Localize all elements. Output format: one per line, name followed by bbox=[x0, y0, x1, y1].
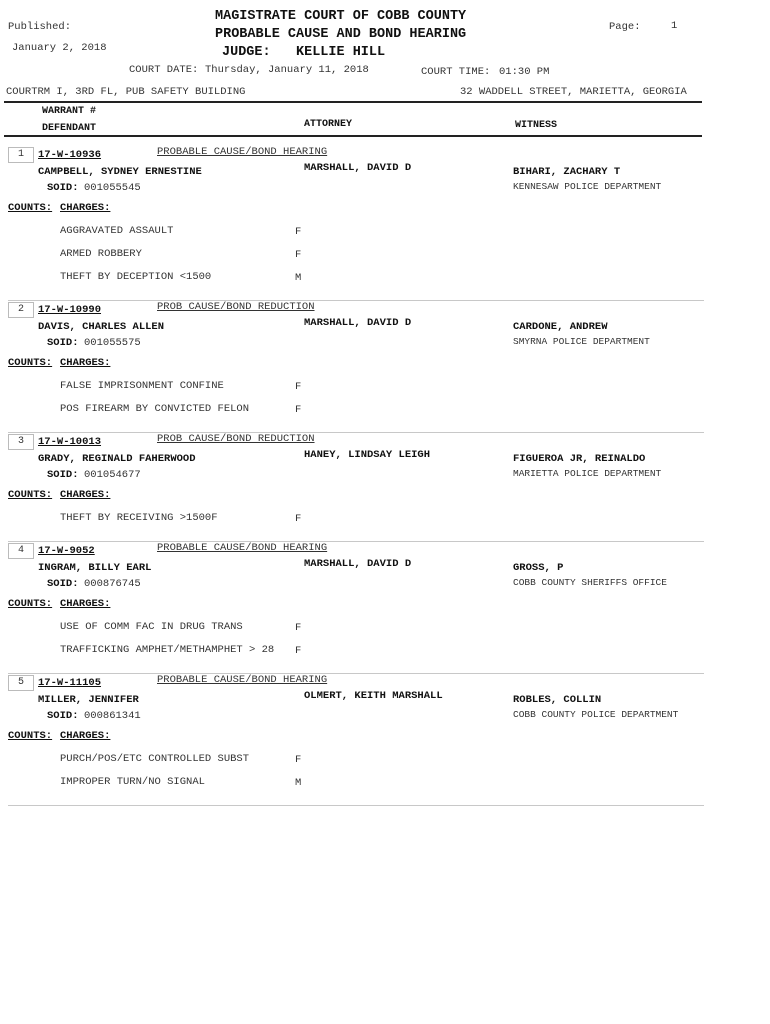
soid-value: 000861341 bbox=[84, 710, 141, 722]
court-date: Thursday, January 11, 2018 bbox=[205, 64, 369, 76]
soid-label: SOID: bbox=[47, 469, 79, 481]
warrant-number: 17-W-10013 bbox=[38, 436, 102, 448]
witness-agency: COBB COUNTY POLICE DEPARTMENT bbox=[513, 709, 679, 720]
charge-type: F bbox=[295, 226, 302, 238]
defendant-name: DAVIS, CHARLES ALLEN bbox=[38, 321, 165, 333]
charge-desc: FALSE IMPRISONMENT CONFINE bbox=[60, 380, 224, 392]
case-number: 5 bbox=[8, 675, 34, 691]
charges-label: CHARGES: bbox=[60, 357, 111, 369]
page-number: 1 bbox=[671, 20, 678, 32]
column-warrant: WARRANT # bbox=[42, 106, 97, 117]
hearing-type: PROB CAUSE/BOND REDUCTION bbox=[157, 301, 315, 313]
column-witness: WITNESS bbox=[515, 120, 558, 131]
page-subtitle: PROBABLE CAUSE AND BOND HEARING bbox=[215, 27, 467, 42]
soid-value: 001055545 bbox=[84, 182, 141, 194]
witness-agency: MARIETTA POLICE DEPARTMENT bbox=[513, 468, 662, 479]
witness-agency: KENNESAW POLICE DEPARTMENT bbox=[513, 181, 662, 192]
case-number: 2 bbox=[8, 302, 34, 318]
published-label: Published: bbox=[8, 21, 72, 33]
hearing-type: PROBABLE CAUSE/BOND HEARING bbox=[157, 146, 328, 158]
charge-type: F bbox=[295, 404, 302, 416]
attorney-name: HANEY, LINDSAY LEIGH bbox=[304, 449, 431, 461]
warrant-number: 17-W-10936 bbox=[38, 149, 102, 161]
court-time-label: COURT TIME: bbox=[421, 66, 491, 78]
case-divider bbox=[8, 432, 704, 433]
charge-desc: ARMED ROBBERY bbox=[60, 248, 142, 260]
charges-label: CHARGES: bbox=[60, 730, 111, 742]
witness-name: FIGUEROA JR, REINALDO bbox=[513, 453, 646, 465]
witness-agency: COBB COUNTY SHERIFFS OFFICE bbox=[513, 577, 667, 588]
witness-name: CARDONE, ANDREW bbox=[513, 321, 608, 333]
court-address: 32 WADDELL STREET, MARIETTA, GEORGIA bbox=[460, 86, 687, 98]
warrant-number: 17-W-9052 bbox=[38, 545, 95, 557]
charges-label: CHARGES: bbox=[60, 489, 111, 501]
case-divider bbox=[8, 673, 704, 674]
column-divider bbox=[4, 135, 702, 137]
counts-label: COUNTS: bbox=[8, 730, 53, 742]
defendant-name: INGRAM, BILLY EARL bbox=[38, 562, 152, 574]
charge-desc: PURCH/POS/ETC CONTROLLED SUBST bbox=[60, 753, 250, 765]
hearing-type: PROBABLE CAUSE/BOND HEARING bbox=[157, 542, 328, 554]
charge-type: M bbox=[295, 777, 302, 789]
charge-desc: POS FIREARM BY CONVICTED FELON bbox=[60, 403, 250, 415]
charge-type: F bbox=[295, 249, 302, 261]
case-number: 1 bbox=[8, 147, 34, 163]
soid-value: 001054677 bbox=[84, 469, 141, 481]
column-defendant: DEFENDANT bbox=[42, 123, 97, 134]
soid-value: 000876745 bbox=[84, 578, 141, 590]
charge-type: F bbox=[295, 622, 302, 634]
charge-type: F bbox=[295, 513, 302, 525]
attorney-name: OLMERT, KEITH MARSHALL bbox=[304, 690, 443, 702]
witness-agency: SMYRNA POLICE DEPARTMENT bbox=[513, 336, 650, 347]
case-divider bbox=[8, 300, 704, 301]
witness-name: BIHARI, ZACHARY T bbox=[513, 166, 621, 178]
warrant-number: 17-W-10990 bbox=[38, 304, 102, 316]
defendant-name: MILLER, JENNIFER bbox=[38, 694, 139, 706]
attorney-name: MARSHALL, DAVID D bbox=[304, 558, 412, 570]
charge-desc: THEFT BY RECEIVING >1500F bbox=[60, 512, 218, 524]
counts-label: COUNTS: bbox=[8, 598, 53, 610]
charge-desc: THEFT BY DECEPTION <1500 bbox=[60, 271, 212, 283]
charge-type: F bbox=[295, 645, 302, 657]
published-date: January 2, 2018 bbox=[12, 42, 107, 54]
hearing-type: PROB CAUSE/BOND REDUCTION bbox=[157, 433, 315, 445]
defendant-name: GRADY, REGINALD FAHERWOOD bbox=[38, 453, 196, 465]
counts-label: COUNTS: bbox=[8, 357, 53, 369]
charge-desc: USE OF COMM FAC IN DRUG TRANS bbox=[60, 621, 243, 633]
counts-label: COUNTS: bbox=[8, 202, 53, 214]
warrant-number: 17-W-11105 bbox=[38, 677, 102, 689]
page-label: Page: bbox=[609, 21, 641, 33]
court-date-label: COURT DATE: bbox=[129, 64, 199, 76]
case-divider bbox=[8, 541, 704, 542]
witness-name: ROBLES, COLLIN bbox=[513, 694, 602, 706]
charge-type: F bbox=[295, 754, 302, 766]
soid-label: SOID: bbox=[47, 710, 79, 722]
charges-label: CHARGES: bbox=[60, 202, 111, 214]
soid-label: SOID: bbox=[47, 182, 79, 194]
hearing-type: PROBABLE CAUSE/BOND HEARING bbox=[157, 674, 328, 686]
charge-desc: IMPROPER TURN/NO SIGNAL bbox=[60, 776, 205, 788]
case-divider bbox=[8, 805, 704, 806]
case-number: 3 bbox=[8, 434, 34, 450]
judge-label: JUDGE: bbox=[222, 45, 271, 60]
column-attorney: ATTORNEY bbox=[304, 119, 353, 130]
court-time: 01:30 PM bbox=[499, 66, 550, 78]
charge-desc: AGGRAVATED ASSAULT bbox=[60, 225, 174, 237]
page-title: MAGISTRATE COURT OF COBB COUNTY bbox=[215, 9, 467, 24]
soid-label: SOID: bbox=[47, 578, 79, 590]
soid-label: SOID: bbox=[47, 337, 79, 349]
charge-desc: TRAFFICKING AMPHET/METHAMPHET > 28 bbox=[60, 644, 275, 656]
witness-name: GROSS, P bbox=[513, 562, 564, 574]
counts-label: COUNTS: bbox=[8, 489, 53, 501]
charges-label: CHARGES: bbox=[60, 598, 111, 610]
attorney-name: MARSHALL, DAVID D bbox=[304, 317, 412, 329]
attorney-name: MARSHALL, DAVID D bbox=[304, 162, 412, 174]
defendant-name: CAMPBELL, SYDNEY ERNESTINE bbox=[38, 166, 202, 178]
courtroom: COURTRM I, 3RD FL, PUB SAFETY BUILDING bbox=[6, 86, 246, 98]
case-number: 4 bbox=[8, 543, 34, 559]
header-divider bbox=[4, 101, 702, 103]
charge-type: F bbox=[295, 381, 302, 393]
soid-value: 001055575 bbox=[84, 337, 141, 349]
charge-type: M bbox=[295, 272, 302, 284]
judge-name: KELLIE HILL bbox=[296, 45, 386, 60]
